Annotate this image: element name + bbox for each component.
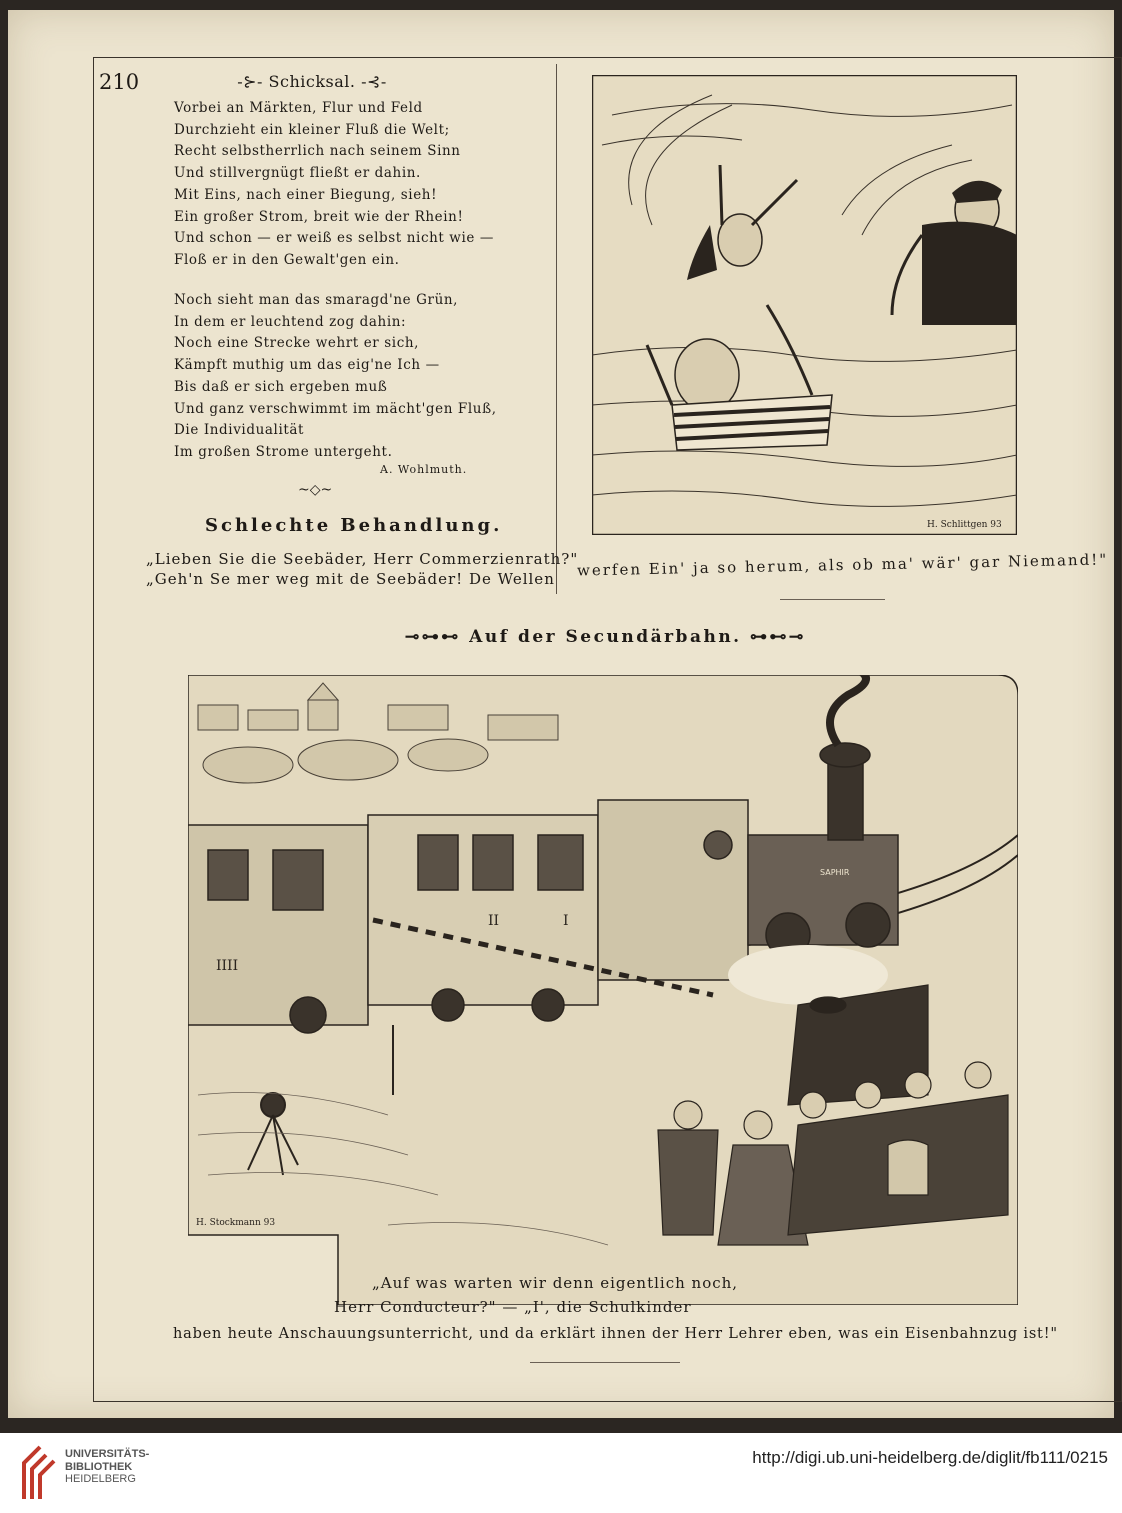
section-title-schlechte-behandlung: Schlechte Behandlung.: [205, 515, 503, 536]
train-illustration: [188, 675, 1018, 1305]
column-divider: [556, 64, 557, 594]
library-name-line-1: UNIVERSITÄTS-: [65, 1448, 150, 1460]
section-title-secundaerbahn: [405, 627, 806, 647]
poem-stanza-2: Noch sieht man das smaragd'ne Grün, In dem er leuchtend zog dahin: Noch eine Strecke wehrt er sich, Kämpft muthig um das eig'ne Ich — Bis daß er sich ergeben muß Und ganz verschwimmt im mächt'gen Fluß, Die Individualität Im großen Strome untergeht.: [174, 292, 497, 460]
sec2-ornament-left: ⊸⊶⊷: [405, 627, 461, 647]
sec2-title-text: Auf der Secundärbahn.: [469, 627, 742, 647]
library-name: [65, 1448, 149, 1486]
source-url[interactable]: http://digi.ub.uni-heidelberg.de/diglit/fb111/0215: [752, 1448, 1108, 1467]
bathers-signature: H. Schlittgen 93: [927, 520, 1002, 530]
running-title-text: Schicksal.: [268, 72, 356, 91]
running-title: [232, 72, 392, 91]
bathers-caption-right: werfen Ein' ja so herum, als ob ma' wär' gar Niemand!": [576, 550, 1109, 580]
train-signature: H. Stockmann 93: [196, 1218, 276, 1228]
poem-author: A. Wohlmuth.: [380, 463, 468, 476]
train-caption-line-1: „Auf was warten wir denn eigentlich noch,: [372, 1274, 739, 1292]
sec2-ornament-right: ⊶⊷⊸: [750, 627, 806, 647]
car-number-1: I: [563, 913, 569, 929]
library-logo-icon: [20, 1443, 60, 1503]
rule-bottom: [530, 1362, 680, 1363]
title-ornament-left: -⊱-: [237, 72, 263, 91]
library-name-line-2: BIBLIOTHEK: [65, 1460, 133, 1473]
library-name-line-3: HEIDELBERG: [65, 1473, 136, 1485]
page-number: 210: [99, 70, 140, 94]
car-number-2: II: [488, 913, 500, 929]
footer-bar: [0, 1433, 1122, 1513]
divider-ornament: ~◇~: [298, 482, 333, 498]
engine-sign: SAPHIR: [820, 868, 850, 877]
train-caption-line-3: haben heute Anschauungsunterricht, und da erklärt ihnen der Herr Lehrer eben, was ein Eisenbahnzug ist!": [173, 1326, 1058, 1342]
poem-stanza-1: Vorbei an Märkten, Flur und Feld Durchzieht ein kleiner Fluß die Welt; Recht selbstherrlich nach seinem Sinn Und stillvergnügt fließt er dahin. Mit Eins, nach einer Biegung, sieh! Ein großer Strom, breit wie der Rhein! Und schon — er weiß es selbst nicht wie — Floß er in den Gewalt'gen ein.: [174, 100, 494, 268]
car-number-4: IIII: [216, 958, 239, 974]
title-ornament-right: -⊰-: [361, 72, 387, 91]
train-caption-line-2: Herr Conducteur?" — „I', die Schulkinder: [334, 1298, 692, 1316]
bathers-illustration: [592, 75, 1017, 535]
bathers-caption-left: „Lieben Sie die Seebäder, Herr Commerzienrath?" „Geh'n Se mer weg mit de Seebäder! De Wellen: [146, 550, 579, 588]
rule-after-caption: [780, 599, 885, 600]
